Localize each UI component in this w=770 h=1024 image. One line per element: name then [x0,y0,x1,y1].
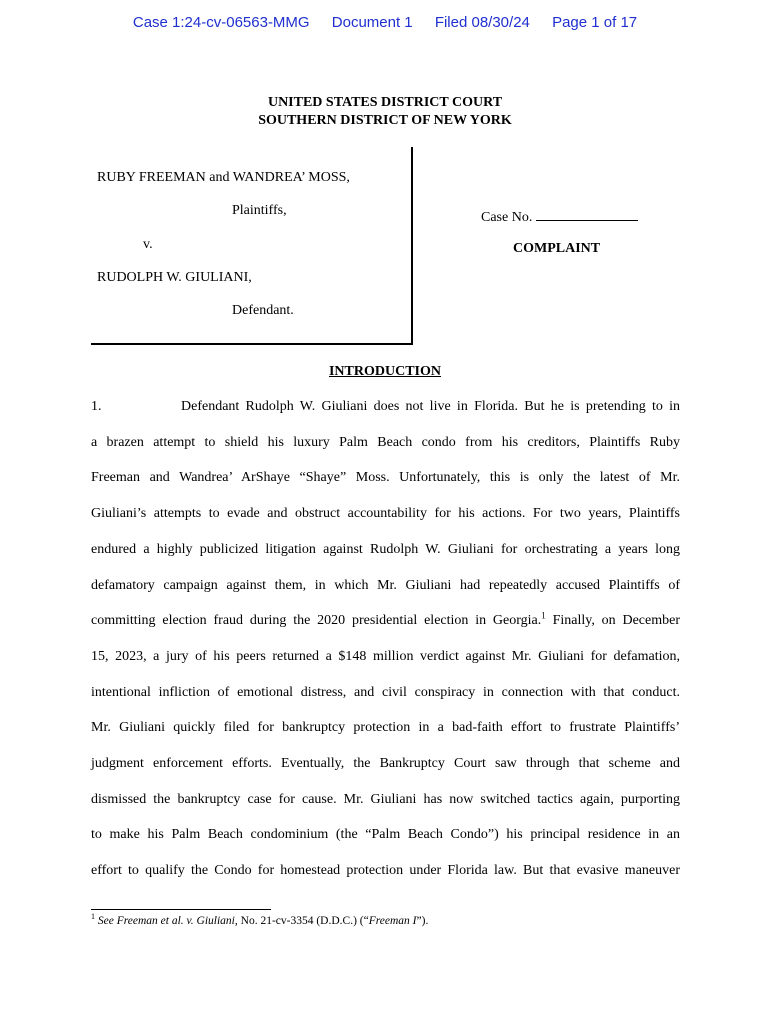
caption-vertical-rule [411,147,413,345]
footnote-citation: , No. 21-cv-3354 (D.D.C.) (“ [234,915,369,927]
defendant-label: Defendant. [232,303,294,318]
plaintiffs-names: RUBY FREEMAN and WANDREA’ MOSS, [97,170,350,185]
paragraph-line: endured a highly publicized litigation against Rudolph W. Giuliani for orchestrating a years long [91,541,680,557]
document-number-stamp: Document 1 [331,14,413,31]
court-heading [0,94,770,130]
paragraph-line: intentional infliction of emotional distress, and civil conspiracy in connection with that conduct. [91,684,680,700]
filed-date-stamp: Filed 08/30/24 [434,14,530,31]
footnote-case-name: See Freeman et al. v. Giuliani [97,915,235,927]
paragraph-line: 15, 2023, a jury of his peers returned a $148 million verdict against Mr. Giuliani for defamation, [91,648,680,664]
paragraph-line: Giuliani’s attempts to evade and obstruct accountability for his actions. For two years, Plaintiffs [91,506,680,522]
paragraph-line: 1. Defendant Rudolph W. Giuliani does not live in Florida. But he is pretending to in [91,389,680,425]
footnote-short-name: Freeman I [368,915,417,927]
case-number-label: Case No. [481,210,533,225]
page-count-stamp: Page 1 of 17 [552,14,638,31]
paragraph-line: defamatory campaign against them, in which Mr. Giuliani had repeatedly accused Plaintiffs of [91,577,680,593]
footnote-reference[interactable]: 1 [541,610,546,621]
footnote-separator [91,909,271,910]
case-number-stamp: Case 1:24-cv-06563-MMG [132,14,310,31]
case-number-field [481,208,638,226]
paragraph-line-with-footnote: committing election fraud during the 2020 presidential election in Georgia.$^1$ Finally, on December [91,610,680,629]
paragraph-line: Freeman and Wandrea’ ArShaye “Shaye” Moss. Unfortunately, this is only the latest of Mr. [91,470,680,486]
paragraph-line: judgment enforcement efforts. Eventually, the Bankruptcy Court saw through that scheme and [91,756,680,772]
paragraph-line: effort to qualify the Condo for homestead protection under Florida law. But that evasive maneuver [91,863,680,879]
ecf-filing-header [0,14,770,31]
paragraph-1 [91,389,680,889]
footnote-1 [91,912,429,927]
court-name: UNITED STATES DISTRICT COURT [267,95,503,110]
paragraph-line: Mr. Giuliani quickly filed for bankruptcy protection in a bad-faith effort to frustrate Plaintiffs’ [91,720,680,736]
paragraph-line: a brazen attempt to shield his luxury Palm Beach condo from his creditors, Plaintiffs Ruby [91,434,680,450]
document-type-title: COMPLAINT [513,241,601,256]
section-title: INTRODUCTION [328,364,441,379]
paragraph-line: dismissed the bankruptcy case for cause. Mr. Giuliani has now switched tactics again, purporting [91,791,680,807]
caption-horizontal-rule [91,343,413,345]
defendant-name: RUDOLPH W. GIULIANI, [97,270,252,285]
court-district: SOUTHERN DISTRICT OF NEW YORK [258,113,512,128]
footnote-end: ”). [416,915,429,927]
paragraph-number: 1. [91,399,102,414]
paragraph-line: to make his Palm Beach condominium (the “Palm Beach Condo”) his principal residence in an [91,827,680,843]
plaintiffs-label: Plaintiffs, [232,203,287,218]
case-number-blank [536,208,638,221]
footnote-marker: 1 [91,912,95,922]
versus-label: v. [143,237,153,252]
